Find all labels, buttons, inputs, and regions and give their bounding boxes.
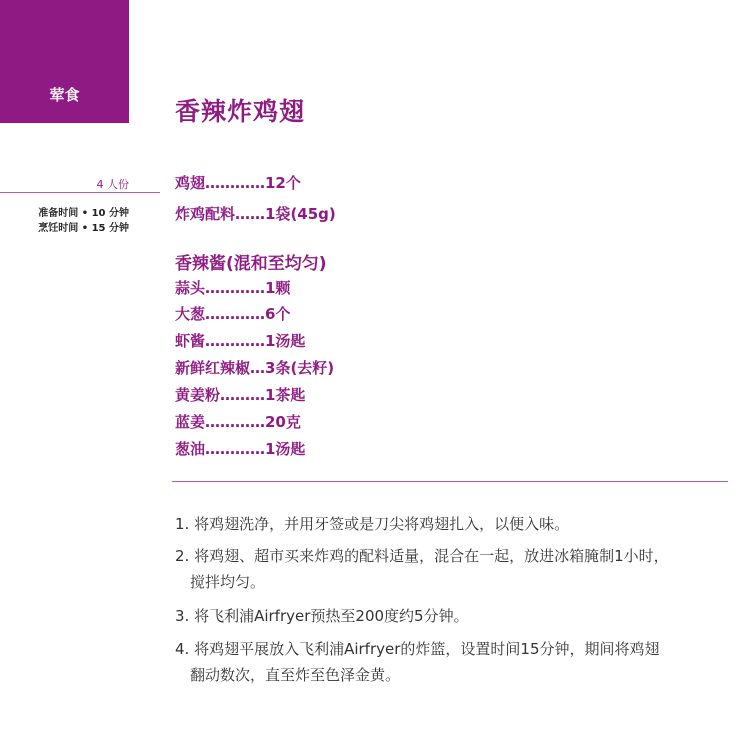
cook-time: 烹饪时间 • 15 分钟 <box>38 223 129 234</box>
sauce-item: 葱油…………1汤匙 <box>175 440 306 458</box>
side-divider <box>0 192 160 193</box>
step-text: 1. 将鸡翅洗净，并用牙签或是刀尖将鸡翅扎入，以便入味。 <box>175 515 570 533</box>
ingredient-item: 炸鸡配料……1袋(45g) <box>175 205 336 223</box>
step-item <box>175 543 735 595</box>
sauce-item: 大葱…………6个 <box>175 305 291 323</box>
servings-label: 4 人份 <box>96 178 129 191</box>
prep-time: 准备时间 • 10 分钟 <box>38 208 129 219</box>
sauce-item: 虾酱…………1汤匙 <box>175 332 306 350</box>
step-text: 4. 将鸡翅平展放入飞利浦Airfryer的炸篮，设置时间15分钟，期间将鸡翅 <box>175 640 660 658</box>
step-item <box>175 603 735 629</box>
sauce-item: 黄姜粉………1茶匙 <box>175 386 306 404</box>
ingredient-item: 鸡翅…………12个 <box>175 174 301 192</box>
time-info <box>0 206 129 236</box>
step-text: 2. 将鸡翅、超市买来炸鸡的配料适量，混合在一起，放进冰箱腌制1小时， <box>175 547 669 565</box>
sauce-item: 蓝姜…………20克 <box>175 413 301 431</box>
step-text-continued: 搅拌均匀。 <box>190 573 266 591</box>
category-label: 荤食 <box>49 86 80 104</box>
sauce-item: 新鲜红辣椒…3条(去籽) <box>175 359 335 377</box>
sauce-item: 蒜头…………1颗 <box>175 279 291 297</box>
step-text: 3. 将飞利浦Airfryer预热至200度约5分钟。 <box>175 607 469 625</box>
sauce-heading: 香辣酱(混和至均匀) <box>175 254 327 274</box>
section-divider <box>172 481 728 482</box>
step-text-continued: 翻动数次，直至炸至色泽金黄。 <box>190 666 401 684</box>
step-item <box>175 636 735 688</box>
step-item <box>175 511 735 537</box>
recipe-title: 香辣炸鸡翅 <box>175 97 306 126</box>
